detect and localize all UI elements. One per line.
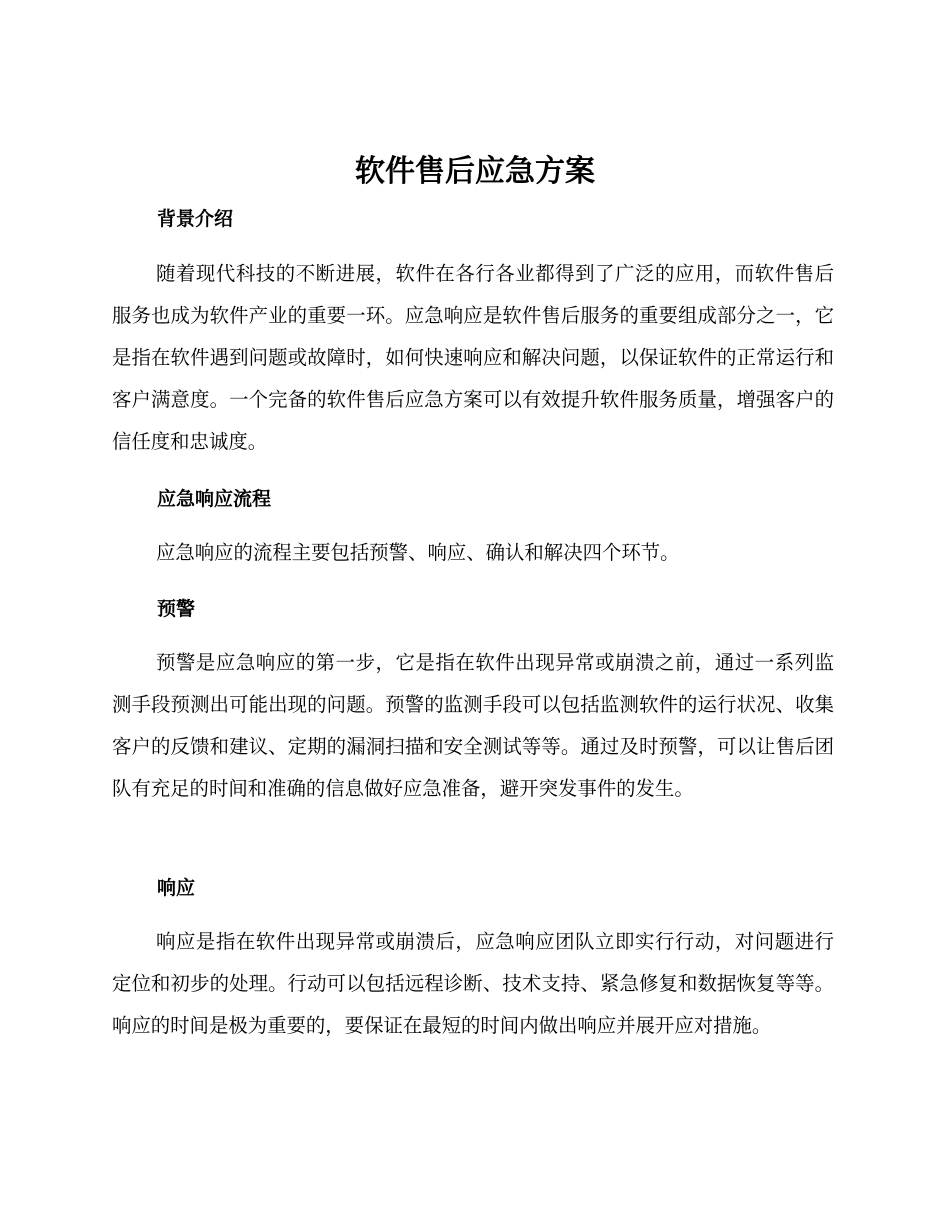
paragraph-response-process: 应急响应的流程主要包括预警、响应、确认和解决四个环节。 bbox=[156, 541, 680, 564]
paragraph-response: 响应是指在软件出现异常或崩溃后，应急响应团队立即实行行动，对问题进行定位和初步的处理。行动可以包括远程诊断、技术支持、紧急修复和数据恢复等等。响应的时间是极为重要的，要保证在最短的时间内做出响应并展开应对措施。 bbox=[112, 930, 834, 1037]
document-title: 软件售后应急方案 bbox=[355, 154, 595, 189]
paragraph-warning: 预警是应急响应的第一步，它是指在软件出现异常或崩溃之前，通过一系列监测手段预测出可能出现的问题。预警的监测手段可以包括监测软件的运行状况、收集客户的反馈和建议、定期的漏洞扫描和安全测试等等。通过及时预警，可以让售后团队有充足的时间和准确的信息做好应急准备，避开突发事件的发生。 bbox=[112, 651, 834, 800]
section-heading-response: 响应 bbox=[157, 877, 196, 899]
section-heading-background: 背景介绍 bbox=[157, 208, 234, 230]
section-heading-response-process: 应急响应流程 bbox=[157, 488, 272, 510]
paragraph-background: 随着现代科技的不断进展，软件在各行各业都得到了广泛的应用，而软件售后服务也成为软件产业的重要一环。应急响应是软件售后服务的重要组成部分之一，它是指在软件遇到问题或故障时，如何快速响应和解决问题，以保证软件的正常运行和客户满意度。一个完备的软件售后应急方案可以有效提升软件服务质量，增强客户的信任度和忠诚度。 bbox=[112, 262, 834, 453]
section-heading-warning: 预警 bbox=[157, 598, 196, 620]
